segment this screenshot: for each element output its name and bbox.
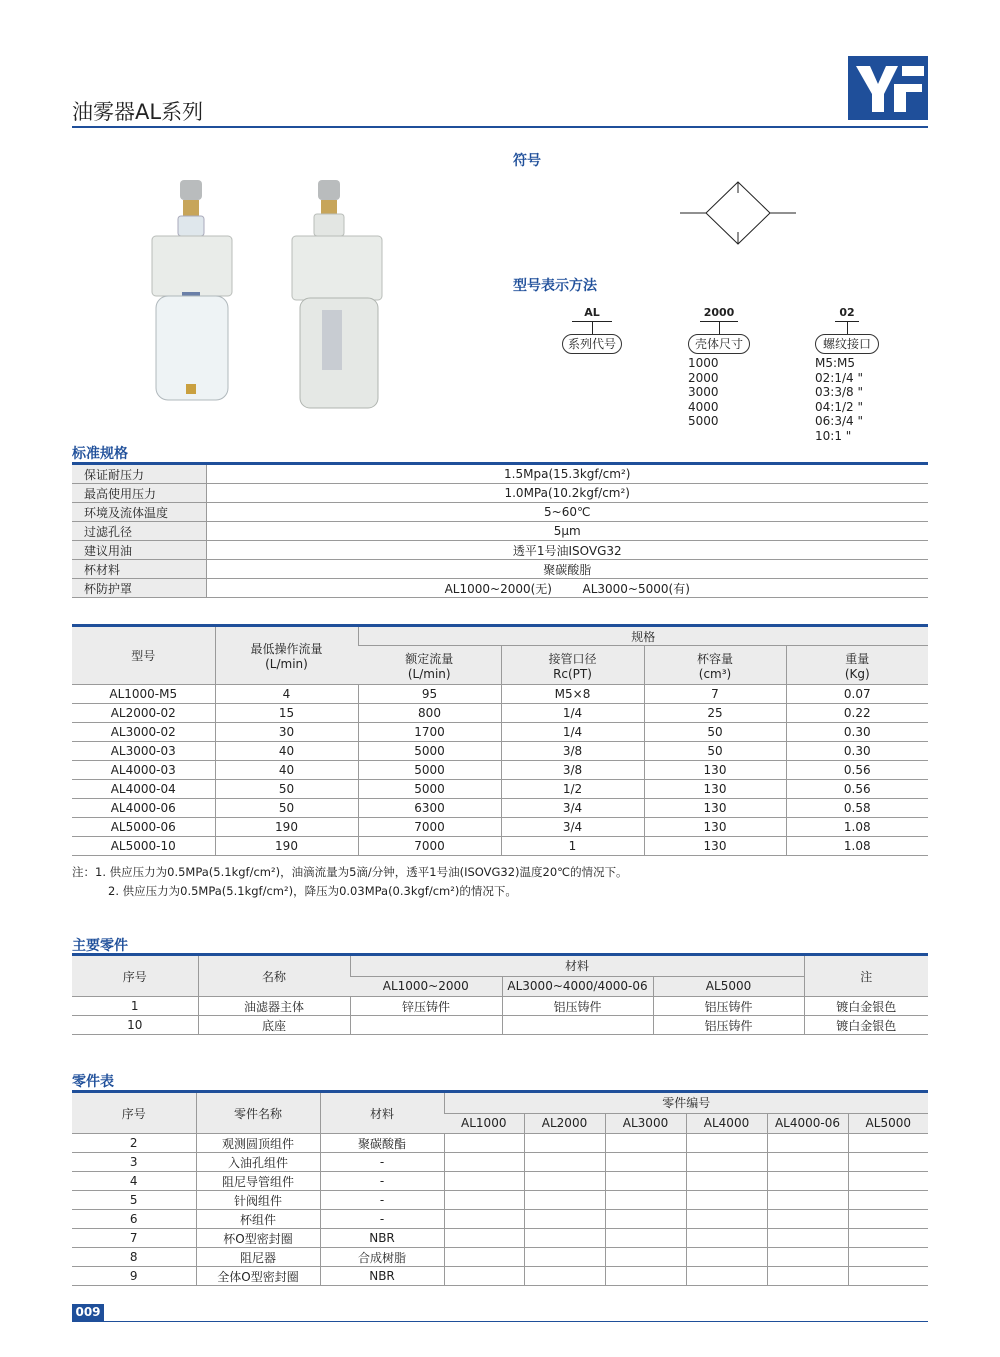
- code-port: [815, 306, 879, 444]
- table-cell: 锌压铸件: [350, 997, 502, 1016]
- table-cell: [686, 1267, 767, 1286]
- col-model: AL2000: [524, 1113, 605, 1134]
- table-cell: 4: [72, 1172, 196, 1191]
- table-cell: 1700: [358, 723, 501, 742]
- table-cell: 7000: [358, 837, 501, 856]
- table-row: [72, 579, 928, 598]
- table-cell: [605, 1172, 686, 1191]
- table-cell: 杯组件: [196, 1210, 320, 1229]
- table-cell: 130: [644, 799, 786, 818]
- table-cell: [848, 1191, 928, 1210]
- table-cell: [605, 1267, 686, 1286]
- table-row: [72, 1191, 928, 1210]
- table-cell: [444, 1248, 524, 1267]
- table-cell: [605, 1191, 686, 1210]
- col-model: AL3000: [605, 1113, 686, 1134]
- col-name: 名称: [198, 955, 350, 997]
- table-cell: -: [320, 1172, 444, 1191]
- table-row: [72, 1248, 928, 1267]
- spec-table: [72, 462, 928, 598]
- main-parts-table: [72, 953, 928, 1035]
- table-cell: [767, 1134, 848, 1153]
- table-cell: 3/4: [501, 818, 644, 837]
- table-row: [72, 780, 928, 799]
- table-cell: [444, 1191, 524, 1210]
- table-cell: [848, 1229, 928, 1248]
- table-cell: [767, 1153, 848, 1172]
- table-cell: 50: [215, 780, 358, 799]
- table-cell: 7: [72, 1229, 196, 1248]
- table-cell: -: [320, 1191, 444, 1210]
- table-cell: 0.07: [786, 685, 928, 704]
- page-number: 009: [72, 1304, 104, 1321]
- table-cell: 130: [644, 780, 786, 799]
- table-cell: [686, 1248, 767, 1267]
- table-cell: 1/2: [501, 780, 644, 799]
- table-row: [72, 464, 928, 484]
- spec-value: 1.5Mpa(15.3kgf/cm²): [206, 464, 928, 484]
- code-port-label: 螺纹接口: [815, 334, 879, 354]
- table-cell: [524, 1153, 605, 1172]
- min-flow-label: 最低操作流量: [250, 642, 323, 656]
- table-cell: 0.56: [786, 761, 928, 780]
- table-cell: [524, 1267, 605, 1286]
- table-row: [72, 1210, 928, 1229]
- table-cell: [444, 1153, 524, 1172]
- spec-label: 环境及流体温度: [72, 503, 206, 522]
- table-cell: 1/4: [501, 723, 644, 742]
- col-m2: AL3000~4000/4000-06: [502, 976, 653, 997]
- port-option: 02:1/4 ": [815, 370, 863, 385]
- table-cell: [767, 1229, 848, 1248]
- table-cell: 镀白金银色: [804, 997, 928, 1016]
- table-cell: [502, 1016, 653, 1035]
- table-cell: 4: [215, 685, 358, 704]
- table-cell: 7: [644, 685, 786, 704]
- note-1: 注：1. 供应压力为0.5MPa(5.1kgf/cm²)，油滴流量为5滴/分钟，透平1号油(ISOVG32)温度20℃的情况下。: [72, 865, 628, 879]
- code-al-value: AL: [584, 306, 600, 319]
- col-note: 注: [804, 955, 928, 997]
- port-option: 04:1/2 ": [815, 399, 863, 414]
- table-cell: 190: [215, 837, 358, 856]
- bowl-label: 杯容量: [696, 651, 733, 666]
- table-row: [72, 1016, 928, 1035]
- product-photo: [140, 180, 400, 420]
- table-cell: 3: [72, 1153, 196, 1172]
- table-cell: 6300: [358, 799, 501, 818]
- table-cell: [524, 1210, 605, 1229]
- table-row: [72, 742, 928, 761]
- size-option: 3000: [688, 385, 719, 400]
- table-cell: M5×8: [501, 685, 644, 704]
- code-size-value: 2000: [703, 306, 735, 319]
- table-cell: 1.08: [786, 818, 928, 837]
- table-cell: 130: [644, 818, 786, 837]
- table-row: [72, 484, 928, 503]
- table-row: [72, 723, 928, 742]
- col-spec-group: 规格: [358, 626, 928, 646]
- parts-list-heading: 零件表: [72, 1074, 114, 1090]
- table-cell: AL5000-06: [72, 818, 215, 837]
- table-cell: NBR: [320, 1267, 444, 1286]
- col-model: 型号: [72, 626, 215, 685]
- rated-flow-unit: (L/min): [407, 666, 451, 681]
- table-cell: 阻尼器: [196, 1248, 320, 1267]
- table-cell: [686, 1134, 767, 1153]
- table-cell: 2: [72, 1134, 196, 1153]
- spec-value: AL1000~2000(无) AL3000~5000(有): [206, 579, 928, 598]
- table-cell: 油滤器主体: [198, 997, 350, 1016]
- table-cell: 6: [72, 1210, 196, 1229]
- table-cell: AL4000-06: [72, 799, 215, 818]
- table-cell: [767, 1172, 848, 1191]
- col-material: 材料: [350, 955, 804, 977]
- col-model: AL4000: [686, 1113, 767, 1134]
- table-cell: [444, 1267, 524, 1286]
- col-m1: AL1000~2000: [350, 976, 502, 997]
- table-cell: 50: [215, 799, 358, 818]
- page-title: 油雾器AL系列: [72, 100, 204, 124]
- note-2: 2. 供应压力为0.5MPa(5.1kgf/cm²)，降压为0.03MPa(0.3kgf/cm²)的情况下。: [108, 884, 517, 898]
- table-cell: 入油孔组件: [196, 1153, 320, 1172]
- table-cell: 镀白金银色: [804, 1016, 928, 1035]
- table-cell: 15: [215, 704, 358, 723]
- table-cell: 5000: [358, 761, 501, 780]
- table-cell: [524, 1172, 605, 1191]
- table-cell: 3/8: [501, 761, 644, 780]
- table-cell: [848, 1248, 928, 1267]
- code-port-value: 02: [839, 306, 855, 319]
- table-cell: AL4000-04: [72, 780, 215, 799]
- table-cell: 25: [644, 704, 786, 723]
- table-cell: [444, 1229, 524, 1248]
- table-cell: AL5000-10: [72, 837, 215, 856]
- col-part-name: 零件名称: [196, 1092, 320, 1134]
- table-cell: 130: [644, 761, 786, 780]
- table-cell: 0.58: [786, 799, 928, 818]
- table-cell: [524, 1248, 605, 1267]
- size-option: 4000: [688, 399, 719, 414]
- table-cell: 50: [644, 723, 786, 742]
- table-row: [72, 704, 928, 723]
- title-rule: [72, 126, 928, 128]
- table-cell: [848, 1153, 928, 1172]
- table-cell: [605, 1210, 686, 1229]
- spec-value: 1.0MPa(10.2kgf/cm²): [206, 484, 928, 503]
- table-cell: 7000: [358, 818, 501, 837]
- col-model: AL4000-06: [767, 1113, 848, 1134]
- table-cell: 5000: [358, 742, 501, 761]
- bottom-rule: [72, 1321, 928, 1322]
- table-cell: 3/4: [501, 799, 644, 818]
- model-code-heading: 型号表示方法: [513, 278, 597, 294]
- port-label: 接管口径: [548, 651, 597, 666]
- size-option: 5000: [688, 414, 719, 429]
- spec-label: 建议用油: [72, 541, 206, 560]
- table-cell: [605, 1134, 686, 1153]
- table-cell: 95: [358, 685, 501, 704]
- table-cell: AL2000-02: [72, 704, 215, 723]
- col-model: AL5000: [848, 1113, 928, 1134]
- code-size: [688, 306, 750, 429]
- table-cell: [524, 1191, 605, 1210]
- weight-unit: (Kg): [844, 666, 870, 681]
- spec-value: 5~60℃: [206, 503, 928, 522]
- col-part-no: 零件编号: [444, 1092, 928, 1114]
- table-cell: [605, 1153, 686, 1172]
- brand-logo: [848, 56, 928, 120]
- table-cell: 9: [72, 1267, 196, 1286]
- table-cell: 0.22: [786, 704, 928, 723]
- table-cell: 50: [644, 742, 786, 761]
- table-cell: 3/8: [501, 742, 644, 761]
- port-unit: Rc(PT): [553, 666, 592, 681]
- table-cell: [767, 1191, 848, 1210]
- code-al-label: 系列代号: [562, 334, 622, 354]
- col-weight: [786, 646, 928, 685]
- table-cell: 190: [215, 818, 358, 837]
- table-cell: [605, 1248, 686, 1267]
- symbol-heading: 符号: [513, 153, 541, 169]
- table-cell: [350, 1016, 502, 1035]
- table-cell: 底座: [198, 1016, 350, 1035]
- table-cell: [848, 1134, 928, 1153]
- parts-list-table: [72, 1090, 928, 1286]
- table-row: [72, 685, 928, 704]
- table-cell: AL3000-02: [72, 723, 215, 742]
- spec-value: 透平1号油ISOVG32: [206, 541, 928, 560]
- bowl-unit: (cm³): [698, 666, 732, 681]
- table-cell: AL3000-03: [72, 742, 215, 761]
- table-cell: [444, 1134, 524, 1153]
- table-cell: [767, 1248, 848, 1267]
- table-cell: [444, 1210, 524, 1229]
- table-cell: -: [320, 1153, 444, 1172]
- flow-table: [72, 624, 928, 856]
- table-cell: 800: [358, 704, 501, 723]
- table-cell: 合成树脂: [320, 1248, 444, 1267]
- table-cell: 8: [72, 1248, 196, 1267]
- col-port: [501, 646, 644, 685]
- table-cell: [767, 1267, 848, 1286]
- table-cell: 0.30: [786, 742, 928, 761]
- port-option: 10:1 ": [815, 428, 852, 443]
- col-bowl: [644, 646, 786, 685]
- table-cell: [686, 1229, 767, 1248]
- table-cell: [605, 1229, 686, 1248]
- min-flow-unit: (L/min): [265, 657, 308, 671]
- table-cell: 聚碳酸酯: [320, 1134, 444, 1153]
- table-cell: 0.30: [786, 723, 928, 742]
- table-row: [72, 503, 928, 522]
- col-material: 材料: [320, 1092, 444, 1134]
- table-cell: 针阀组件: [196, 1191, 320, 1210]
- table-row: [72, 761, 928, 780]
- table-cell: AL1000-M5: [72, 685, 215, 704]
- rated-flow-label: 额定流量: [405, 651, 454, 666]
- spec-label: 过滤孔径: [72, 522, 206, 541]
- table-row: [72, 1172, 928, 1191]
- weight-label: 重量: [845, 651, 870, 666]
- table-row: [72, 1229, 928, 1248]
- col-min-flow: [215, 626, 358, 685]
- spec-label: 保证耐压力: [72, 464, 206, 484]
- table-cell: [848, 1267, 928, 1286]
- table-cell: 铝压铸件: [653, 1016, 804, 1035]
- col-no: 序号: [72, 955, 198, 997]
- table-cell: [444, 1172, 524, 1191]
- table-cell: 40: [215, 761, 358, 780]
- col-model: AL1000: [444, 1113, 524, 1134]
- table-cell: 铝压铸件: [653, 997, 804, 1016]
- size-option: 2000: [688, 370, 719, 385]
- col-m3: AL5000: [653, 976, 804, 997]
- table-cell: [686, 1153, 767, 1172]
- table-cell: 全体O型密封圈: [196, 1267, 320, 1286]
- table-row: [72, 799, 928, 818]
- size-option: 1000: [688, 356, 719, 370]
- table-cell: NBR: [320, 1229, 444, 1248]
- table-row: [72, 560, 928, 579]
- knob-left: [180, 180, 202, 200]
- table-row: [72, 837, 928, 856]
- main-parts-heading: 主要零件: [72, 938, 128, 954]
- table-cell: 杯O型密封圈: [196, 1229, 320, 1248]
- lubricator-symbol: [680, 180, 796, 248]
- table-cell: 130: [644, 837, 786, 856]
- table-cell: [686, 1210, 767, 1229]
- table-cell: 5000: [358, 780, 501, 799]
- table-cell: [686, 1191, 767, 1210]
- table-cell: [524, 1134, 605, 1153]
- table-cell: [848, 1210, 928, 1229]
- table-cell: 1.08: [786, 837, 928, 856]
- table-cell: [848, 1172, 928, 1191]
- table-row: [72, 1134, 928, 1153]
- table-cell: 1: [501, 837, 644, 856]
- table-row: [72, 1267, 928, 1286]
- table-row: [72, 522, 928, 541]
- table-cell: 10: [72, 1016, 198, 1035]
- table-cell: 铝压铸件: [502, 997, 653, 1016]
- table-row: [72, 818, 928, 837]
- spec-label: 杯材料: [72, 560, 206, 579]
- code-al: [562, 306, 622, 354]
- col-rated-flow: [358, 646, 501, 685]
- spec-value: 5μm: [206, 522, 928, 541]
- port-option: M5:M5: [815, 356, 856, 370]
- table-cell: 40: [215, 742, 358, 761]
- spec-heading: 标准规格: [72, 446, 128, 462]
- spec-label: 杯防护罩: [72, 579, 206, 598]
- table-cell: [767, 1210, 848, 1229]
- spec-label: 最高使用压力: [72, 484, 206, 503]
- table-cell: 观测圆顶组件: [196, 1134, 320, 1153]
- table-row: [72, 541, 928, 560]
- table-cell: -: [320, 1210, 444, 1229]
- table-row: [72, 1153, 928, 1172]
- code-size-label: 壳体尺寸: [688, 334, 750, 354]
- table-cell: AL4000-03: [72, 761, 215, 780]
- table-cell: [686, 1172, 767, 1191]
- table-cell: 1/4: [501, 704, 644, 723]
- table-cell: 1: [72, 997, 198, 1016]
- table-row: [72, 997, 928, 1016]
- table-cell: 0.56: [786, 780, 928, 799]
- table-cell: 30: [215, 723, 358, 742]
- port-option: 03:3/8 ": [815, 385, 863, 400]
- table-cell: 5: [72, 1191, 196, 1210]
- spec-value: 聚碳酸脂: [206, 560, 928, 579]
- port-option: 06:3/4 ": [815, 414, 863, 429]
- table-cell: [524, 1229, 605, 1248]
- table-cell: 阻尼导管组件: [196, 1172, 320, 1191]
- col-no: 序号: [72, 1092, 196, 1134]
